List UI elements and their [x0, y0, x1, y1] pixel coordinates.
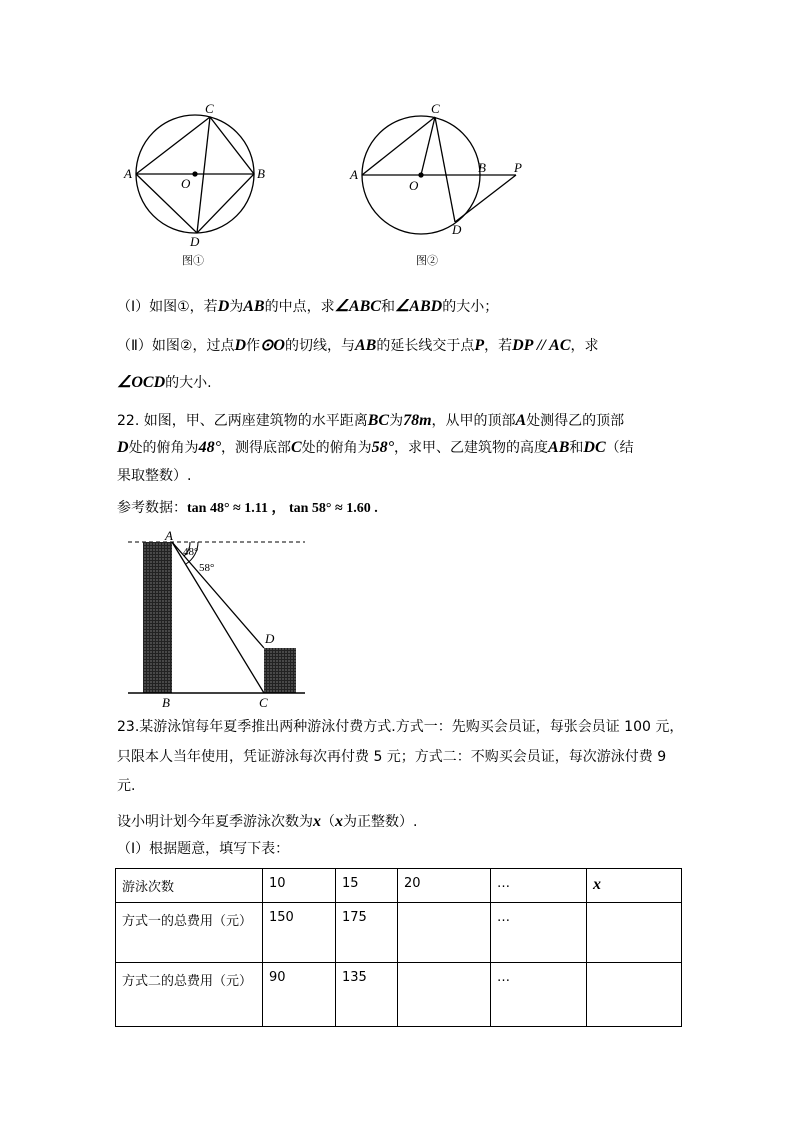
- q23-line2: 只限本人当年使用，凭证游泳每次再付费 5 元；方式二：不购买会员证，每次游泳付费 9: [117, 749, 667, 765]
- table-cell: [398, 903, 491, 963]
- table-cell: …: [491, 869, 587, 903]
- q22-line2: D处的俯角为48°，测得底部C处的俯角为58°，求甲、乙建筑物的高度AB和DC（结: [117, 439, 634, 456]
- table-cell: [587, 963, 682, 1027]
- fig2-label-a: A: [350, 167, 358, 182]
- table-cell: …: [491, 903, 587, 963]
- figure-1: [136, 115, 254, 233]
- fig2-label-b: B: [478, 160, 486, 175]
- angle-48-label: 48°: [183, 546, 199, 558]
- q21-part2: （Ⅱ）如图②，过点D作⊙O的切线，与AB的延长线交于点P，若DP // AC，求: [117, 337, 599, 354]
- table-cell: …: [491, 963, 587, 1027]
- fig1-label-b: B: [257, 166, 265, 181]
- table-cell: 10: [263, 869, 336, 903]
- fig1-caption: 图①: [182, 255, 204, 267]
- q21-part2b: ∠OCD的大小.: [117, 374, 212, 391]
- bld-label-b: B: [162, 695, 170, 710]
- table-cell: 135: [336, 963, 398, 1027]
- table-cell: x: [587, 869, 682, 903]
- fig2-label-c: C: [431, 101, 440, 116]
- table-row: [116, 963, 682, 1027]
- figure-2: [362, 116, 516, 234]
- table-cell: [398, 963, 491, 1027]
- fig2-caption: 图②: [416, 255, 438, 267]
- q21-part1: （Ⅰ）如图①，若D为AB的中点，求∠ABC和∠ABD的大小；: [117, 298, 499, 315]
- bld-label-a: A: [165, 528, 173, 543]
- building-figure: [128, 542, 305, 693]
- angle-58-label: 58°: [199, 562, 215, 574]
- q22-line3: 果取整数）.: [117, 468, 192, 484]
- q23-line1: 23.某游泳馆每年夏季推出两种游泳付费方式.方式一：先购买会员证，每张会员证 100 元，: [117, 719, 684, 735]
- q22-line1: 22. 如图，甲、乙两座建筑物的水平距离BC为78m，从甲的顶部A处测得乙的顶部: [117, 412, 625, 429]
- table-cell: 15: [336, 869, 398, 903]
- fig1-label-d: D: [190, 234, 200, 249]
- table-cell: 150: [263, 903, 336, 963]
- table-cell: 90: [263, 963, 336, 1027]
- fig1-label-c: C: [205, 101, 214, 116]
- fig2-label-d: D: [452, 222, 462, 237]
- table-row: [116, 903, 682, 963]
- q23-line3: 元.: [117, 778, 136, 794]
- table-cell: 游泳次数: [116, 869, 263, 903]
- table-cell: 20: [398, 869, 491, 903]
- bld-label-d: D: [265, 631, 275, 646]
- fig2-label-p: P: [514, 160, 522, 175]
- table-cell: 175: [336, 903, 398, 963]
- fig2-label-o: O: [409, 178, 419, 193]
- fee-table: [115, 868, 682, 1027]
- table-cell: 方式二的总费用（元）: [116, 963, 263, 1027]
- table-row: [116, 869, 682, 903]
- q22-reference: 参考数据：tan 48° ≈ 1.11 ， tan 58° ≈ 1.60 .: [117, 500, 378, 516]
- q23-line4: 设小明计划今年夏季游泳次数为x（x为正整数）.: [117, 813, 418, 830]
- q23-part1: （Ⅰ）根据题意，填写下表：: [117, 841, 290, 857]
- fig1-label-a: A: [124, 166, 132, 181]
- table-cell: [587, 903, 682, 963]
- table-cell: 方式一的总费用（元）: [116, 903, 263, 963]
- fig1-label-o: O: [181, 176, 191, 191]
- bld-label-c: C: [259, 695, 268, 710]
